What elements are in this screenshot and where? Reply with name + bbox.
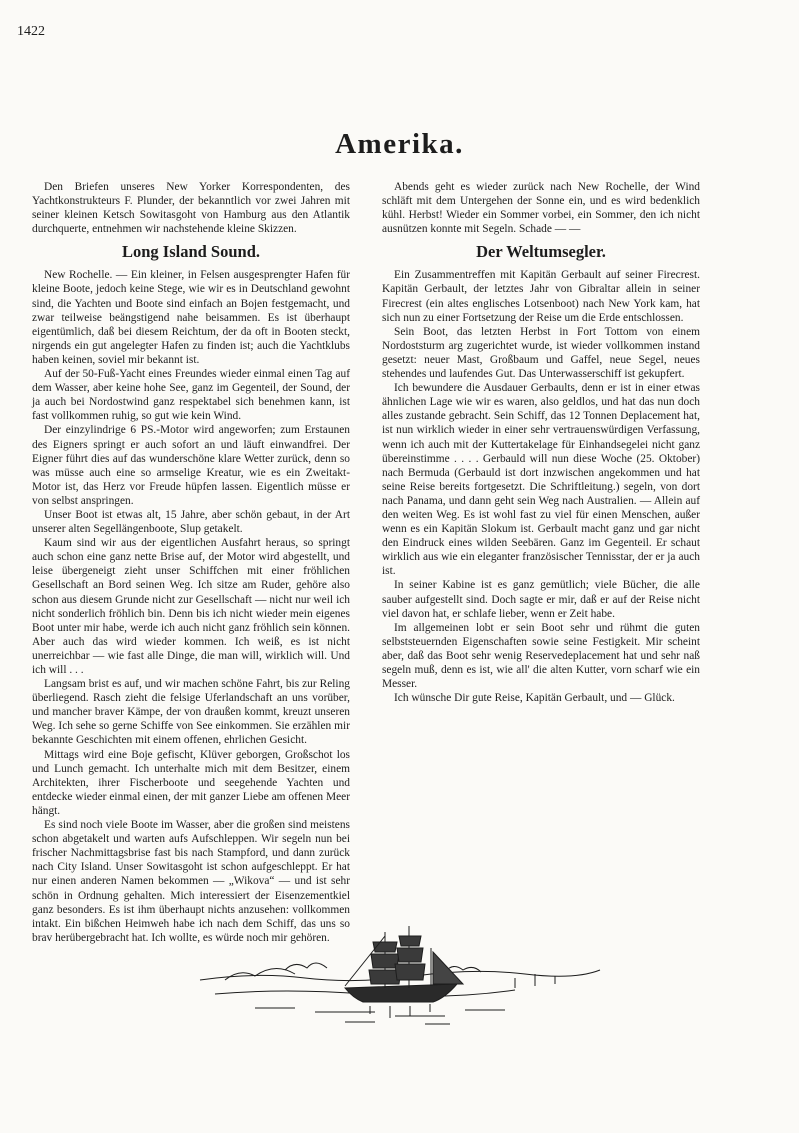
paragraph: Kaum sind wir aus der eigentlichen Ausfahrt heraus, so springt auch schon eine ganz nette Brise auf, der Motor wird abgestellt, und leise übergeneigt zieht unser Schiffchen mit einer fröhlichen Gesellschaft an Bord seinen Weg. Ich sitze am Ruder, gehöre also schon aus diesem Grunde nicht zur Gesellschaft — nicht nur weil ich nicht sonderlich fröhlich bin. Denn bis ich nicht wieder mein eigenes Boot unter mir habe, werde ich auch nicht ganz fröhlich sein können. Aber auch das wird wieder kommen. Ich weiß, es ist nicht unerreichbar — wie fast alle Dinge, die man will, wirklich will. Und ich will . . . [32, 537, 350, 676]
paragraph: Langsam brist es auf, und wir machen schöne Fahrt, bis zur Reling überliegend. Rasch zieht die felsige Uferlandschaft an uns vorüber, und mancher braver Kämpe, der von draußen kommt, kreuzt unseren Weg. Ich sehe so gerne Schiffe von See einkommen. Sie erzählen mir bekannte Geschichten mit einem offenen, ehrlichen Gesicht. [32, 678, 350, 747]
section-heading-der-weltumsegler: Der Weltumsegler. [476, 242, 606, 262]
intro-paragraph: Den Briefen unseres New Yorker Korrespondenten, des Yachtkonstrukteurs F. Plunder, der bekanntlich vor zwei Jahren mit seiner kleinen Ketsch Sowitasgoht von Hamburg aus den Atlantik durchquerte, entnehmen wir nachstehende kleine Skizzen. [32, 181, 350, 236]
paragraph: Im allgemeinen lobt er sein Boot sehr und rühmt die guten selbststeuernden Eigenschaften sowie seine Festigkeit. Mir scheint aber, daß das Boot sehr wenig Reservedeplacement hat und sehr naß segeln muß, denn es ist, wie all' die alten Kutter, vorn scharf wie ein Messer. [382, 621, 700, 691]
section-heading-long-island-sound: Long Island Sound. [121, 242, 261, 262]
paragraph: Ein Zusammentreffen mit Kapitän Gerbault auf seiner Firecrest. Kapitän Gerbault, der letztes Jahr von Gibraltar allein in seiner Firecrest (ein altes englisches Lotsenboot) nach New York kam, hat sich nun zu einer Fortsetzung der Reise um die Erde entschlossen. [382, 269, 700, 324]
article-title: Amerika. [335, 128, 464, 160]
paragraph: Mittags wird eine Boje gefischt, Klüver geborgen, Großschot los und Lunch gemacht. Ich unterhalte mich mit dem Besitzer, einem Architekten, ihrer Fischerboote und seegehende Yachten und entdecke wieder einmal einen, der mit ganzer Liebe am offenen Meer hängt. [32, 748, 350, 817]
paragraph: Unser Boot ist etwas alt, 15 Jahre, aber schön gebaut, in der Art unserer alten Segellängenboote, Slup getakelt. [32, 508, 350, 536]
paragraph: In seiner Kabine ist es ganz gemütlich; viele Bücher, die alle sauber aufgestellt sind. Doch sagte er mir, daß er auf der Reise nicht viel davon hat, er schlafe lieber, wenn er Zeit habe. [382, 579, 700, 620]
paragraph: Der einzylindrige 6 PS.-Motor wird angeworfen; zum Erstaunen des Eigners springt er auch sofort an und läuft einwandfrei. Der Eigner führt dies auf das wunderschöne klare Wetter zurück, denn so was müsse auch eine so armselige Kreatur, wie es ein Zweitakt-Motor ist, das Herz vor Freude hüpfen lassen. Eigentlich müsse er von selbst anspringen. [32, 424, 350, 507]
paragraph-continued: Es sind noch viele Boote im Wasser, aber die großen sind meistens schon abgetakelt und warten aufs Aufschleppen. Wir segeln nun bei frischer Nachmittagsbrise fast bis nach Stampford, und dann zurück nach City Island. Unser Sowitasgoht ist schon aufgeschleppt. Er hat nur einen anderen Namen bekommen — „Wikova“ — und ist sehr schön in Ordnung gehalten. Mich interessiert der Eisenzementkiel ganz besonders. Es ist ihm überhaupt nichts anzusehen: vollkommen intakt. Ein bißchen Heimweh habe ich nach dem Schiff, das uns so brav herübergebracht hat. Ich wollte, es würde noch mir gehören. [32, 819, 350, 944]
column-left [32, 180, 350, 944]
sailing-ship-illustration [195, 922, 607, 1030]
paragraph: Ich bewundere die Ausdauer Gerbaults, denn er ist in einer etwas ähnlichen Lage wie wir es waren, also geldlos, und hat das nun doch alles zustande gebracht. Sein Schiff, das 12 Tonnen Deplacement hat, ist nun wirklich wieder in einer sehr vertrauenswürdigen Verfassung, wenn ich auch mit der Kuttertakelage für Einhandsegelei nicht ganz übereinstimme . . . . Gerbauld will nun diese Woche (25. Oktober) nach Bermuda (Gerbauld ist dort inzwischen angekommen und hat seine Reise bereits fortgesetzt. Die Schriftleitung.) segeln, von dort nach Panama, und dann geht sein Weg nach Australien. — Allein auf den weiten Weg. Es ist wohl fast zu viel für einen Menschen, außer wenn es ein Kapitän Slokum ist. Gerbault macht ganz und gar nicht den Eindruck eines wilden Seebären. Ganz im Gegenteil. Er schaut wirklich aus wie ein eleganter französischer Tennisstar, der er ja auch ist. [382, 382, 700, 578]
paragraph: Auf der 50-Fuß-Yacht eines Freundes wieder einmal einen Tag auf dem Wasser, aber keine hohe See, ganz im Gegenteil, der Sound, der ja auch bei Nordostwind ganz respektabel sich benehmen kann, ist fast vollkommen ruhig, so gut wie kein Wind. [32, 368, 350, 423]
paragraph: Ich wünsche Dir gute Reise, Kapitän Gerbault, und — Glück. [394, 692, 675, 705]
paragraph: Abends geht es wieder zurück nach New Rochelle, der Wind schläft mit dem Untergehen der Sonne ein, und es wird bedenklich kühl. Herbst! Wieder ein Sommer vorbei, ein Sommer, den ich nicht ausnützen konnte mit Segeln. Schade — — [382, 181, 700, 236]
page-number: 1422 [17, 24, 45, 39]
paragraph: Sein Boot, das letzten Herbst in Fort Tottom von einem Nordoststurm arg zugerichtet wurde, ist wieder vollkommen instand gesetzt: neuer Mast, Großbaum und Gaffel, neue Segel, neues stehendes und laufendes Gut. Das Unterwasserschiff ist gekupfert. [382, 325, 700, 381]
paragraph: New Rochelle. — Ein kleiner, in Felsen ausgesprengter Hafen für kleine Boote, jedoch keine Stege, wie wir es in Deutschland gewohnt sind, die Yachten und Boote sind einfach an Bojen festgemacht, und zwar teilweise beängstigend nahe beisammen. Es ist überhaupt eigentümlich, daß bei diesem Reichtum, der da oft in Booten steckt, nirgends ein gut angelegter Hafen zu finden ist; auch die Yachtklubs haben keinen, soviel mir bekannt ist. [32, 269, 350, 366]
column-right [382, 180, 700, 705]
